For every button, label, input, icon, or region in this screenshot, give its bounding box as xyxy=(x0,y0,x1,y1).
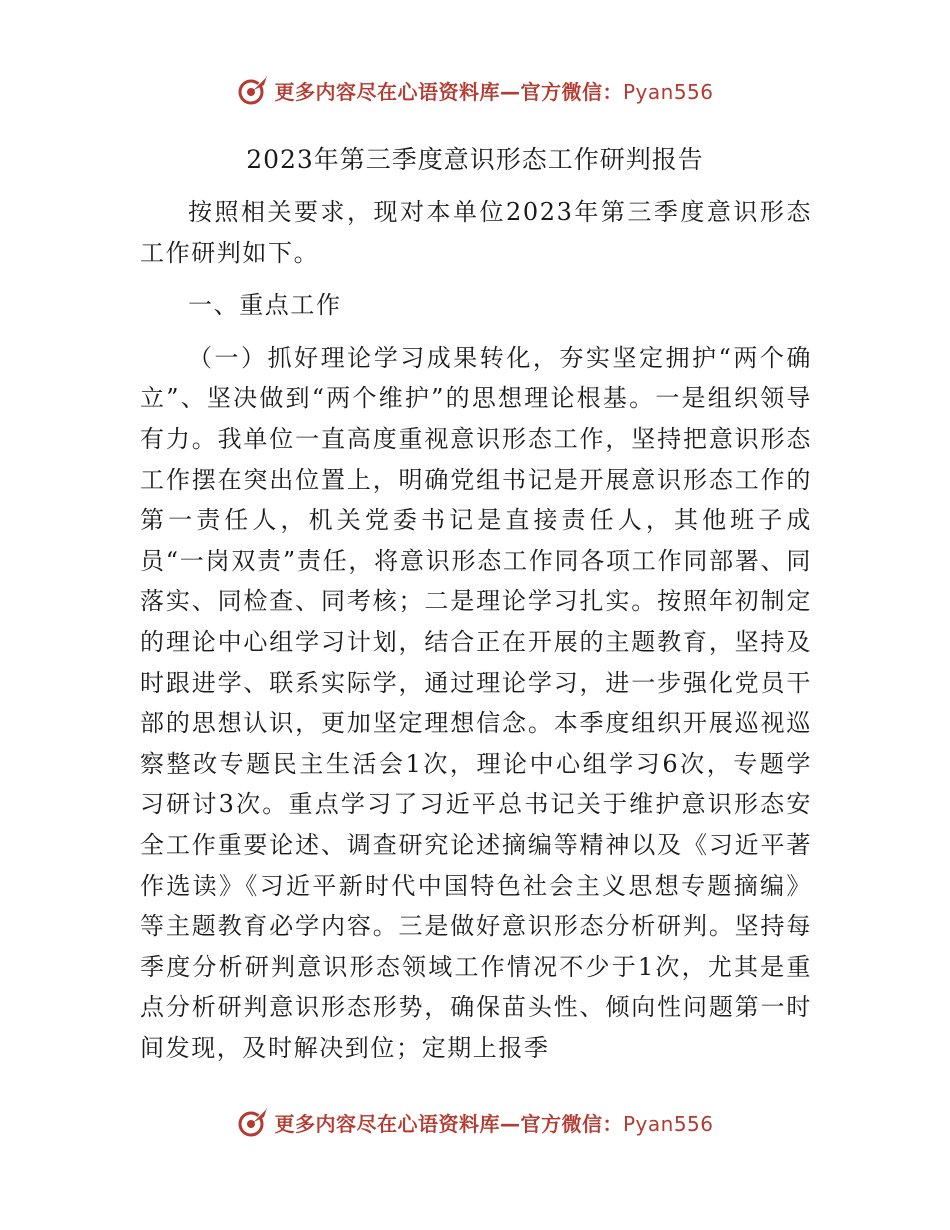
footer-banner-label: 更多内容尽在心语资料库—官方微信： xyxy=(274,1111,623,1136)
header-banner-text xyxy=(274,76,713,105)
footer-wechat-id: Pyan556 xyxy=(622,1111,714,1136)
header-banner-label: 更多内容尽在心语资料库—官方微信： xyxy=(274,79,623,104)
header-banner xyxy=(0,70,950,110)
quill-pen-logo-icon xyxy=(236,1105,270,1139)
document-body xyxy=(140,192,812,1068)
quill-pen-logo-icon xyxy=(236,73,270,107)
document-title: 2023年第三季度意识形态工作研判报告 xyxy=(246,145,704,174)
footer-banner-text xyxy=(274,1108,713,1137)
body-paragraph: （一）抓好理论学习成果转化，夯实坚定拥护“两个确立”、坚决做到“两个维护”的思想理论根基。一是组织领导有力。我单位一直高度重视意识形态工作，坚持把意识形态工作摆在突出位置上，明确党组书记是开展意识形态工作的第一责任人，机关党委书记是直接责任人，其他班子成员“一岗双责”责任，将意识形态工作同各项工作同部署、同落实、同检查、同考核；二是理论学习扎实。按照年初制定的理论中心组学习计划，结合正在开展的主题教育，坚持及时跟进学、联系实际学，通过理论学习，进一步强化党员干部的思想认识，更加坚定理想信念。本季度组织开展巡视巡察整改专题民主生活会1次，理论中心组学习6次，专题学习研讨3次。重点学习了习近平总书记关于维护意识形态安全工作重要论述、调查研究论述摘编等精神以及《习近平著作选读》《习近平新时代中国特色社会主义思想专题摘编》等主题教育必学内容。三是做好意识形态分析研判。坚持每季度分析研判意识形态领域工作情况不少于1次，尤其是重点分析研判意识形态形势，确保苗头性、倾向性问题第一时间发现，及时解决到位；定期上报季 xyxy=(140,343,812,1062)
intro-paragraph: 按照相关要求，现对本单位2023年第三季度意识形态工作研判如下。 xyxy=(140,198,812,267)
header-wechat-id: Pyan556 xyxy=(622,79,714,104)
footer-banner xyxy=(0,1102,950,1142)
section-heading: 一、重点工作 xyxy=(188,291,342,320)
